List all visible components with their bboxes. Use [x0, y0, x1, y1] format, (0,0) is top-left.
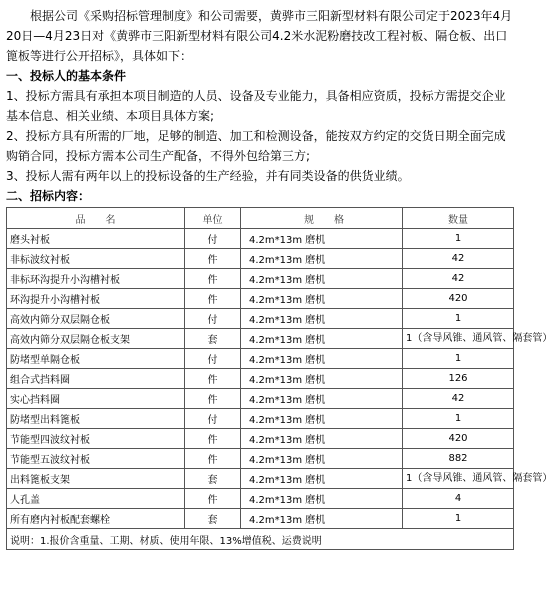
intro-paragraph: 根据公司《采购招标管理制度》和公司需要，黄骅市三阳新型材料有限公司定于2023年4月20日—4月23日对《黄骅市三阳新型材料有限公司4.2米水泥粉磨技改工程衬板、隔仓板、出口篦板等进行公开招标》，具体如下：	[6, 9, 513, 63]
cell-unit: 件	[185, 489, 241, 509]
cell-qty: 1	[403, 509, 514, 529]
cell-spec: 4.2m*13m 磨机	[241, 369, 403, 389]
table-row	[7, 429, 514, 449]
cell-name: 磨头衬板	[7, 229, 185, 249]
cell-name: 防堵型单隔仓板	[7, 349, 185, 369]
condition-3: 3、投标人需有两年以上的投标设备的生产经验，并有同类设备的供货业绩。	[6, 169, 410, 183]
cell-name: 节能型四波纹衬板	[7, 429, 185, 449]
header-name: 品 名	[7, 208, 185, 229]
cell-qty: 126	[403, 369, 514, 389]
cell-name: 实心挡料圈	[7, 389, 185, 409]
table-row	[7, 349, 514, 369]
cell-spec: 4.2m*13m 磨机	[241, 509, 403, 529]
header-qty: 数量	[403, 208, 514, 229]
cell-unit: 付	[185, 309, 241, 329]
table-note-row	[7, 529, 514, 550]
cell-spec: 4.2m*13m 磨机	[241, 329, 403, 349]
cell-qty: 1（含导风锥、通风管、隔套管）	[403, 469, 514, 489]
cell-unit: 件	[185, 269, 241, 289]
table-row	[7, 389, 514, 409]
cell-qty: 1	[403, 309, 514, 329]
table-row	[7, 489, 514, 509]
cell-spec: 4.2m*13m 磨机	[241, 349, 403, 369]
table-row	[7, 229, 514, 249]
cell-name: 组合式挡料圈	[7, 369, 185, 389]
cell-qty: 42	[403, 249, 514, 269]
bid-items-table	[6, 207, 552, 550]
condition-1: 1、投标方需具有承担本项目制造的人员、设备及专业能力，具备相应资质，投标方需提交企业基本信息、相关业绩、本项目具体方案;	[6, 89, 506, 123]
header-unit: 单位	[185, 208, 241, 229]
cell-name: 非标波纹衬板	[7, 249, 185, 269]
cell-name: 防堵型出料篦板	[7, 409, 185, 429]
table-row	[7, 449, 514, 469]
table-row	[7, 509, 514, 529]
table-row	[7, 329, 514, 349]
cell-qty: 42	[403, 269, 514, 289]
table-row	[7, 309, 514, 329]
table-row	[7, 469, 514, 489]
cell-qty: 882	[403, 449, 514, 469]
cell-unit: 付	[185, 349, 241, 369]
cell-name: 所有磨内衬板配套螺栓	[7, 509, 185, 529]
cell-spec: 4.2m*13m 磨机	[241, 489, 403, 509]
cell-unit: 件	[185, 289, 241, 309]
cell-unit: 套	[185, 329, 241, 349]
cell-unit: 件	[185, 249, 241, 269]
cell-spec: 4.2m*13m 磨机	[241, 249, 403, 269]
cell-qty: 42	[403, 389, 514, 409]
cell-qty: 1	[403, 349, 514, 369]
cell-qty: 4	[403, 489, 514, 509]
cell-unit: 套	[185, 469, 241, 489]
cell-name: 出料篦板支架	[7, 469, 185, 489]
cell-spec: 4.2m*13m 磨机	[241, 309, 403, 329]
table-header-row	[7, 208, 514, 229]
cell-qty: 1	[403, 409, 514, 429]
condition-2: 2、投标方具有所需的厂地，足够的制造、加工和检测设备，能按双方约定的交货日期全面完成购销合同，投标方需本公司生产配备，不得外包给第三方;	[6, 129, 506, 163]
table-row	[7, 289, 514, 309]
cell-spec: 4.2m*13m 磨机	[241, 409, 403, 429]
cell-unit: 件	[185, 449, 241, 469]
cell-spec: 4.2m*13m 磨机	[241, 289, 403, 309]
cell-name: 高效内筛分双层隔仓板	[7, 309, 185, 329]
cell-name: 人孔盖	[7, 489, 185, 509]
cell-spec: 4.2m*13m 磨机	[241, 469, 403, 489]
section-1-title: 一、投标人的基本条件	[6, 69, 127, 83]
cell-spec: 4.2m*13m 磨机	[241, 389, 403, 409]
table-row	[7, 369, 514, 389]
table-note: 说明：1.报价含重量、工期、材质、使用年限、13%增值税、运费说明	[7, 529, 514, 550]
cell-qty: 1	[403, 229, 514, 249]
cell-qty: 1（含导风锥、通风管、隔套管）	[403, 329, 514, 349]
table-row	[7, 249, 514, 269]
cell-name: 高效内筛分双层隔仓板支架	[7, 329, 185, 349]
cell-spec: 4.2m*13m 磨机	[241, 449, 403, 469]
cell-spec: 4.2m*13m 磨机	[241, 229, 403, 249]
cell-qty: 420	[403, 289, 514, 309]
cell-unit: 件	[185, 429, 241, 449]
section-2-title: 二、招标内容：	[6, 189, 91, 203]
cell-unit: 件	[185, 389, 241, 409]
table-row	[7, 269, 514, 289]
header-spec: 规 格	[241, 208, 403, 229]
cell-unit: 套	[185, 509, 241, 529]
cell-name: 节能型五波纹衬板	[7, 449, 185, 469]
cell-name: 非标环沟提升小沟槽衬板	[7, 269, 185, 289]
cell-qty: 420	[403, 429, 514, 449]
cell-unit: 付	[185, 409, 241, 429]
cell-spec: 4.2m*13m 磨机	[241, 429, 403, 449]
table-row	[7, 409, 514, 429]
cell-unit: 件	[185, 369, 241, 389]
cell-unit: 付	[185, 229, 241, 249]
cell-spec: 4.2m*13m 磨机	[241, 269, 403, 289]
cell-name: 环沟提升小沟槽衬板	[7, 289, 185, 309]
